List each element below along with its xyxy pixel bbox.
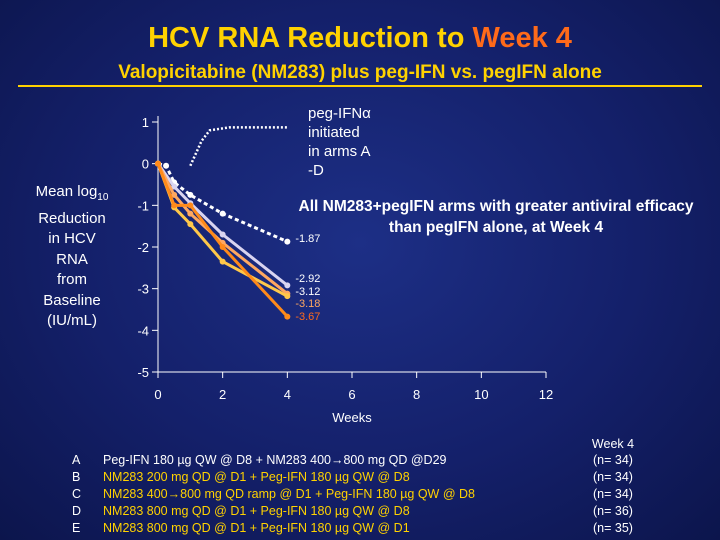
y-tick-label: -4 — [137, 323, 149, 339]
x-tick-label: 4 — [283, 387, 291, 402]
ylabel-subscript: 10 — [97, 192, 109, 203]
y-tick-label: 0 — [141, 156, 149, 172]
data-point-b — [220, 232, 226, 238]
series-line-b — [158, 164, 287, 286]
y-tick-label: -5 — [137, 365, 149, 380]
data-point-a — [163, 163, 169, 169]
ylabel-line-5: from — [57, 271, 87, 288]
x-tick-label: 2 — [219, 387, 227, 402]
x-axis-title: Weeks — [332, 410, 372, 425]
legend-row-e — [72, 520, 475, 537]
legend-row-b — [72, 469, 475, 486]
legend-key: E — [72, 521, 81, 535]
data-point-e — [155, 161, 161, 167]
legend-row-c — [72, 486, 475, 503]
data-point-a — [187, 192, 193, 198]
ylabel-line-0: Mean log — [35, 183, 98, 200]
annotation-line-1: initiated — [308, 124, 360, 141]
data-point-e — [187, 202, 193, 208]
y-tick-label: -2 — [137, 240, 149, 255]
peg-ifn-initiation-curve — [190, 127, 287, 165]
legend-text: NM283 800 mg QD @ D1 + Peg-IFN 180 µg QW @ D1 — [103, 521, 410, 535]
legend-n: (n= 34) — [593, 487, 633, 501]
data-point-b — [284, 282, 290, 288]
legend-text: Peg-IFN 180 µg QW @ D8 + NM283 400→800 mg QD @D29 — [103, 453, 447, 467]
x-tick-label: 6 — [348, 387, 356, 402]
series-line-a — [158, 164, 287, 242]
legend — [72, 452, 475, 537]
note-main: All NM283+pegIFN arms with greater antiviral efficacy than pegIFN alone, at Week — [298, 198, 694, 236]
end-value-label: -3.18 — [295, 298, 321, 310]
end-value-label: -1.87 — [295, 233, 321, 245]
legend-text: NM283 200 mg QD @ D1 + Peg-IFN 180 µg QW @ D8 — [103, 470, 410, 484]
legend-text: NM283 400→800 mg QD ramp @ D1 + Peg-IFN 180 µg QW @ D8 — [103, 487, 475, 501]
legend-text: NM283 800 mg QD @ D1 + Peg-IFN 180 µg QW @ D8 — [103, 504, 410, 518]
x-tick-label: 8 — [413, 387, 421, 402]
x-tick-label: 10 — [474, 387, 489, 402]
annotation-line-0: peg-IFNα — [308, 105, 371, 122]
y-tick-label: -3 — [137, 281, 149, 297]
legend-row-d — [72, 503, 475, 520]
title-highlight: Week 4 — [472, 22, 572, 54]
note-num: 4 — [594, 219, 604, 236]
data-point-c — [187, 211, 193, 217]
data-point-e — [171, 202, 177, 208]
ylabel-line-2: Reduction — [38, 209, 106, 227]
data-point-a — [284, 239, 290, 245]
ylabel-line-7: (IU/mL) — [47, 312, 97, 329]
x-tick-label: 12 — [538, 387, 554, 402]
annotation-line-2: in arms A — [308, 143, 371, 160]
legend-n: (n= 34) — [593, 470, 633, 484]
legend-n: (n= 35) — [593, 521, 633, 535]
data-point-d — [284, 293, 290, 299]
legend-key: D — [72, 504, 82, 518]
data-point-e — [284, 314, 290, 320]
title-prefix: HCV RNA Reduction to — [148, 22, 473, 54]
ylabel-line-4: RNA — [56, 250, 88, 268]
x-tick-label: 0 — [154, 387, 162, 402]
legend-week4-header: Week 4 — [591, 437, 635, 451]
efficacy-note — [296, 196, 696, 238]
legend-n-column — [578, 452, 648, 537]
y-tick-label: -1 — [137, 198, 149, 214]
legend-key: A — [72, 453, 81, 467]
legend-key: B — [72, 470, 81, 484]
end-value-label: -2.92 — [295, 273, 321, 285]
legend-row-a — [72, 452, 475, 469]
ylabel-line-6: Baseline — [43, 291, 101, 309]
data-point-d — [220, 259, 226, 265]
data-point-e — [220, 244, 226, 250]
chart-subtitle: Valopicitabine (NM283) plus peg-IFN vs. pegIFN alone — [118, 62, 602, 83]
peg-ifn-annotation — [308, 104, 371, 180]
legend-n: (n= 34) — [593, 453, 633, 467]
annotation-line-3: -D — [308, 162, 324, 179]
legend-n: (n= 36) — [593, 504, 633, 518]
ylabel-line-3: in HCV — [48, 230, 96, 247]
end-value-label: -3.67 — [295, 311, 321, 323]
end-value-label: -3.12 — [295, 286, 321, 298]
legend-key: C — [72, 487, 82, 501]
y-tick-label: 1 — [141, 115, 149, 130]
data-point-d — [187, 221, 193, 227]
data-point-a — [220, 211, 226, 217]
